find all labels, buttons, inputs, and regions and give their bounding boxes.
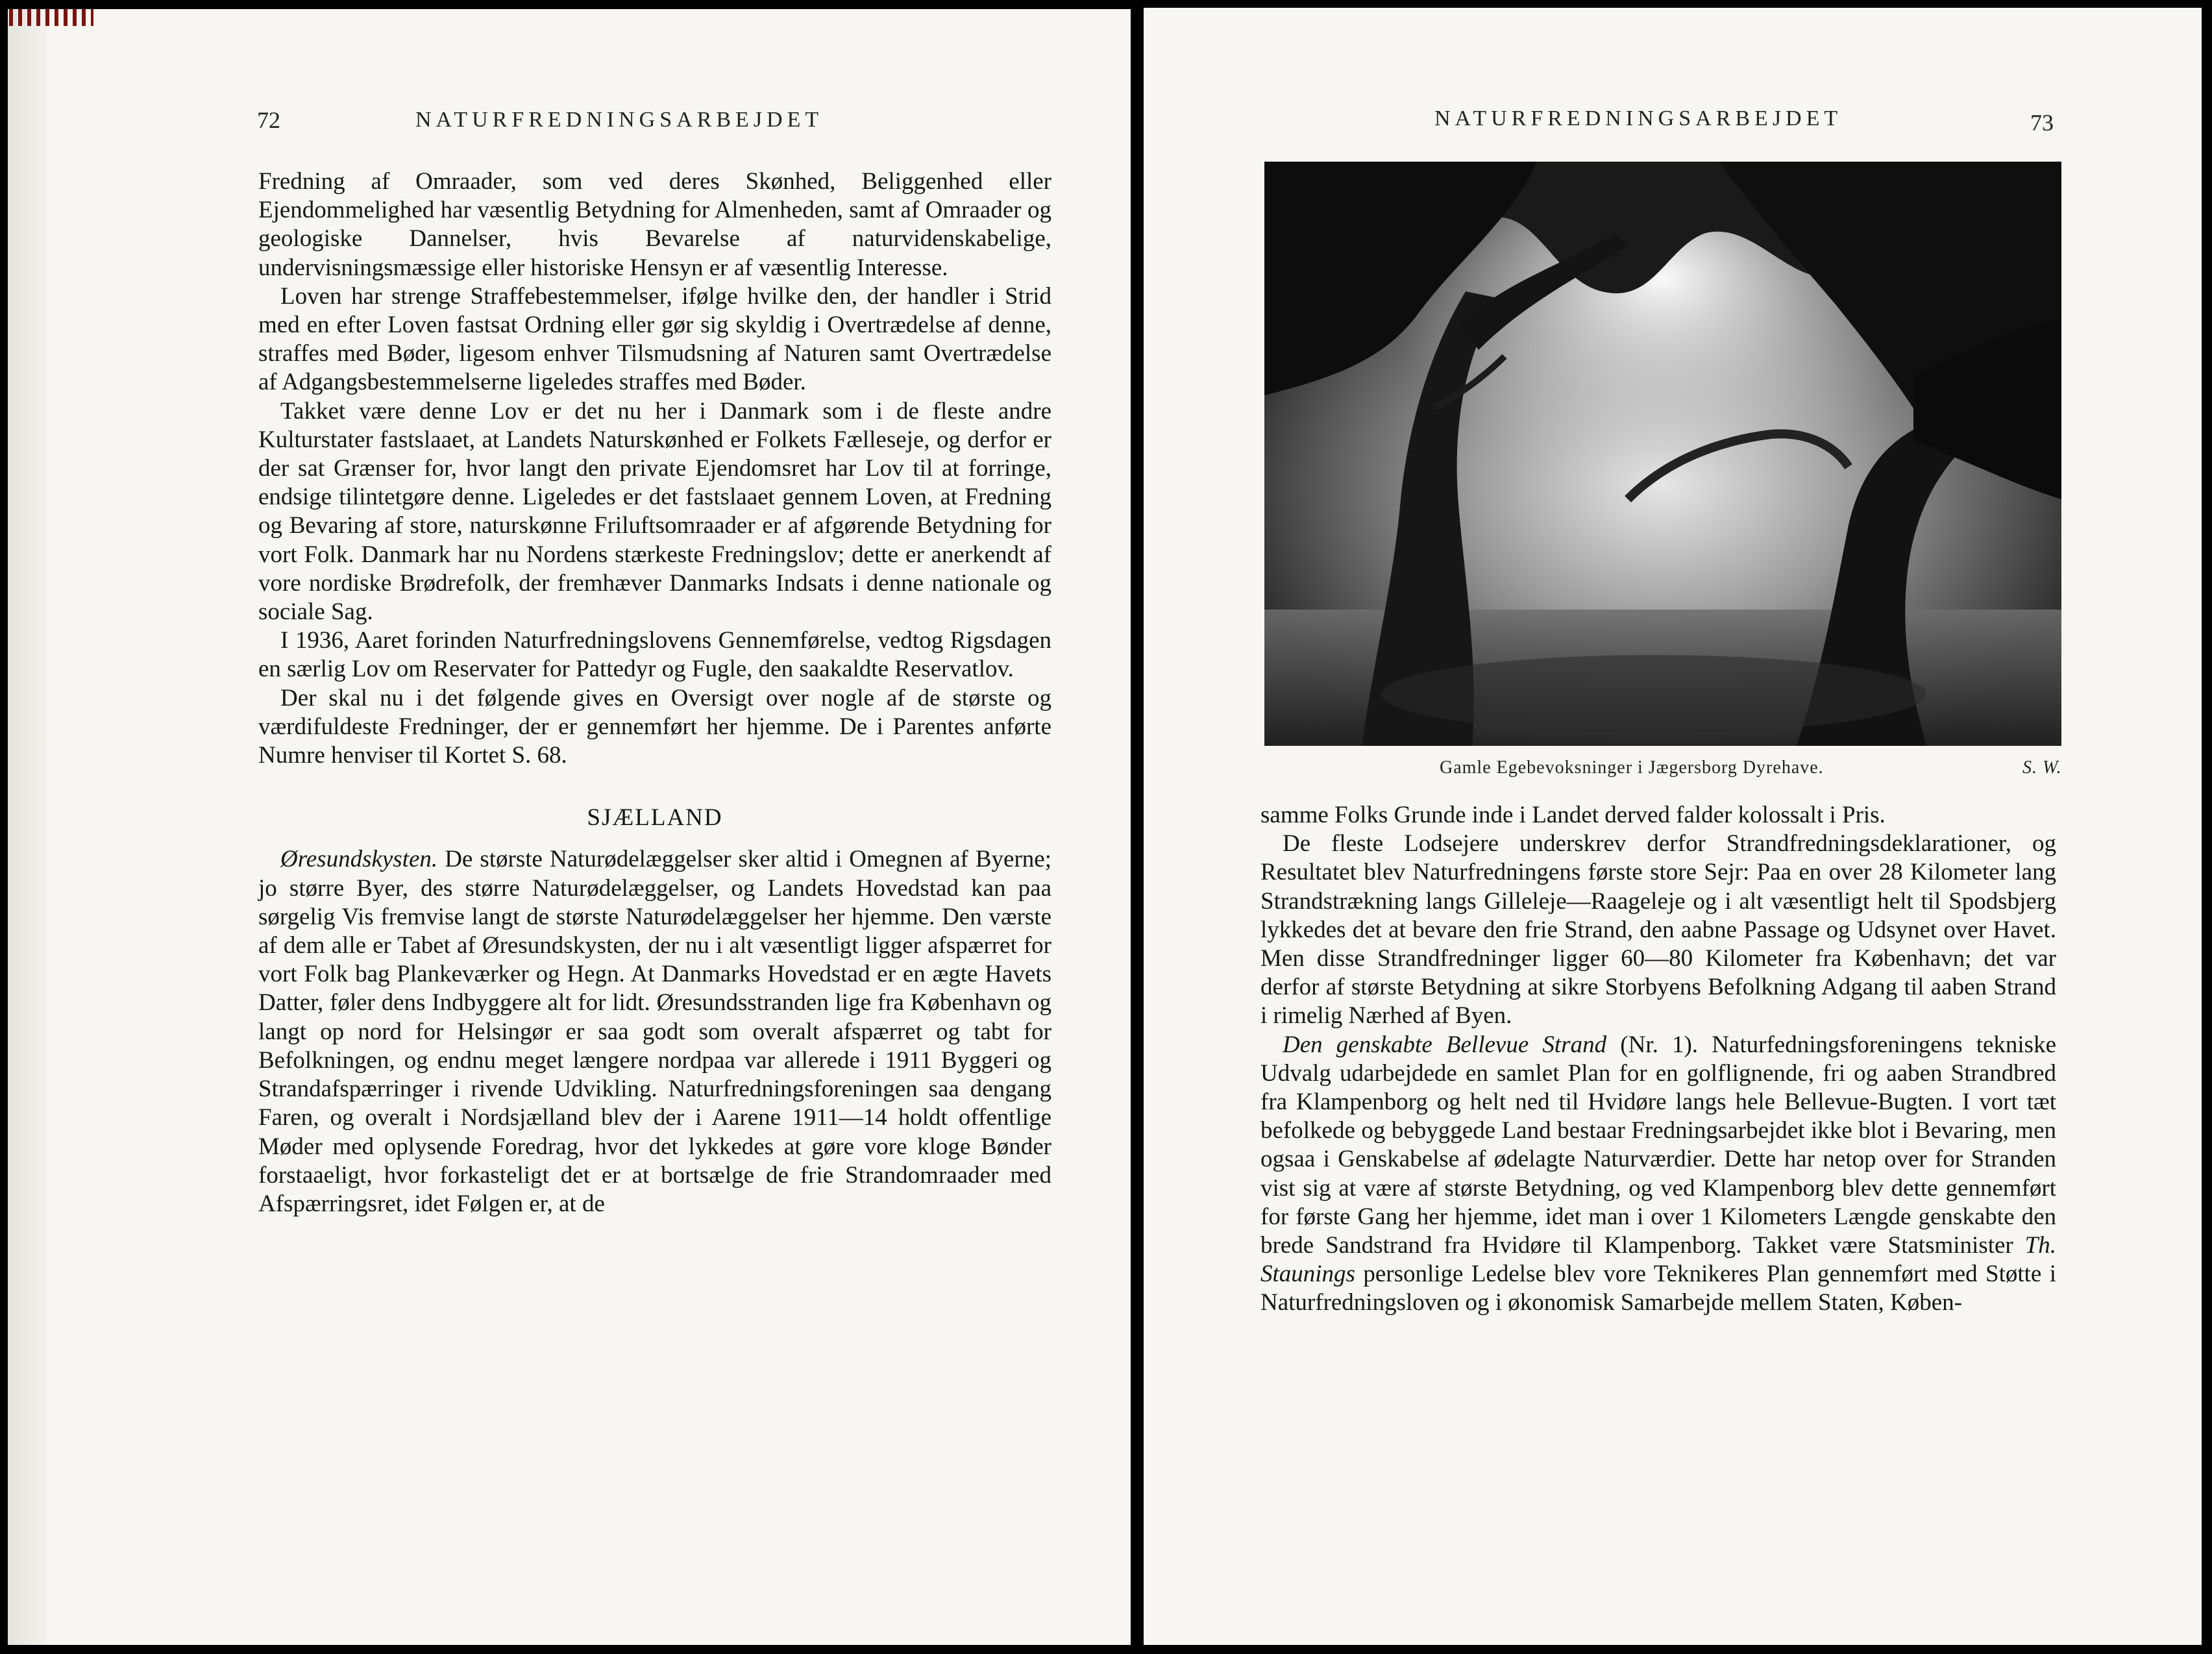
left-text-column	[258, 167, 1051, 1218]
paragraph-body: personlige Ledelse blev vore Teknikeres Plan gennemført med Støtte i Naturfredningsloven og i økonomisk Samarbejde mellem Staten, Køben-	[1260, 1261, 2056, 1316]
paragraph-lead-italic: Øresundskysten.	[280, 846, 438, 873]
paragraph: Takket være denne Lov er det nu her i Danmark som i de fleste andre Kulturstater fastslaaet, at Landets Naturskønhed er Folkets Fælleseje, og derfor er der sat Grænser for, hvor langt den private Ejendomsret har Lov til at forringe, endsige tilintetgøre denne. Ligeledes er det fastslaaet gennem Loven, at Fredning og Bevaring af store, naturskønne Friluftsomraader er af afgørende Betydning for vort Folk. Danmark har nu Nordens stærkeste Fredningslov; dette er anerkendt af vore nordiske Brødrefolk, der fremhæver Danmarks Indsats i denne nationale og sociale Sag.	[258, 397, 1051, 626]
running-head: NATURFREDNINGSARBEJDET	[415, 108, 824, 132]
paragraph-body: De største Naturødelæggelser sker altid i Omegnen af Byerne; jo større Byer, des større Naturødelæggelser, og Landets Hovedstad kan paa sørgelig Vis fremvise langt de største Naturødelæggelser her hjemme. Den værste af dem alle er Tabet af Øresundskysten, der nu i alt væsentligt ligger afspærret for vort Folk bag Plankeværker og Hegn. At Danmarks Hovedstad er en ægte Havets Datter, føler dens Indbyggere alt for lidt. Øresundsstranden lige fra København og langt op nord for Helsingør er saa godt som overalt afspærret og tabt for Befolkningen, og endnu meget længere nordpaa var allerede i 1911 Byggeri og Strandafspærringer i rivende Udvikling. Naturfredningsforeningen saa dengang Faren, og overalt i Nordsjælland blev der i Aarene 1911—14 holdt offentlige Møder med oplysende Foredrag, hvor det lykkedes at gøre vore kloge Bønder forstaaeligt, hvor forkasteligt det er at bortsælge de frie Strandomraader med Afspærringsret, idet Følgen er, at de	[258, 846, 1051, 1217]
page-edge-strip	[8, 9, 47, 1645]
left-page	[8, 9, 1131, 1645]
paragraph: I 1936, Aaret forinden Naturfredningslovens Gennemførelse, vedtog Rigsdagen en særlig Lov om Reservater for Pattedyr og Fugle, den saakaldte Reservatlov.	[258, 627, 1051, 683]
paragraph: samme Folks Grunde inde i Landet derved falder kolossalt i Pris.	[1260, 802, 1886, 828]
running-head: NATURFREDNINGSARBEJDET	[1434, 106, 1843, 130]
binding-mark	[9, 9, 93, 26]
paragraph-lead-italic: Den genskabte Bellevue Strand	[1283, 1031, 1607, 1058]
paragraph: Loven har strenge Straffebestemmelser, ifølge hvilke den, der handler i Strid med en efter Loven fastsat Ordning eller gør sig skyldig i Overtrædelse af denne, straffes med Bøder, ligesom enhver Tilsmudsning af Naturen samt Overtrædelse af Adgangsbestemmelserne ligeledes straffes med Bøder.	[258, 282, 1051, 396]
forest-photograph	[1264, 162, 2061, 746]
paragraph: Der skal nu i det følgende gives en Oversigt over nogle af de største og værdifuldeste Fredninger, der er gennemført her hjemme. De i Parentes anførte Numre henviser til Kortet S. 68.	[258, 684, 1051, 769]
paragraph: De fleste Lodsejere underskrev derfor Strandfredningsdeklarationer, og Resultatet blev Naturfredningens første store Sejr: Paa en over 28 Kilometer lang Strandstrækning langs Gilleleje—Raageleje og i alt væsentligt helt til Spodsbjerg lykkedes det at bevare den frie Strand, den aabne Passage og Udsynet over Havet. Men disse Strandfredninger ligger 60—80 Kilometer fra København; det var derfor af største Betydning at sikre Storbyens Befolkning Adgang til aaben Strand i rimelig Nærhed af Byen.	[1260, 830, 2056, 1030]
right-page	[1144, 8, 2202, 1645]
section-heading: SJÆLLAND	[587, 804, 723, 832]
paragraph-body: (Nr. 1). Naturfedningsforeningens tekniske Udvalg udarbejdede en samlet Plan for en golflignende, fri og aaben Strandbred fra Klampenborg og helt ned til Hvidøre langs hele Bellevue-Bugten. I vort tæt befolkede og bebyggede Land bestaar Fredningsarbejdet ikke blot i Bevaring, men ogsaa i Genskabelse af ødelagte Naturværdier. Dette har netop over for Stranden vist sig at være af største Betydning, og ved Klampenborg blev dette gennemført for første Gang her hjemme, idet man i over 1 Kilometers Længde genskabte den brede Sandstrand fra Hvidøre til Klampenborg. Takket være Statsminister	[1260, 1031, 2056, 1259]
paragraph: Fredning af Omraader, som ved deres Skønhed, Beliggenhed eller Ejendommelighed har væsentlig Betydning for Almenheden, samt af Omraader og geologiske Dannelser, hvis Bevarelse af naturvidenskabelige, undervisningsmæssige eller historiske Hensyn er af væsentlig Interesse.	[258, 168, 1051, 281]
page-number: 73	[2030, 110, 2054, 136]
photo-credit: S. W.	[2022, 758, 2062, 778]
paragraph	[258, 845, 1051, 1218]
person-name-italic: Th. Staunings	[1260, 1232, 2056, 1288]
page-number: 72	[257, 107, 280, 133]
paragraph	[1260, 1031, 2056, 1318]
right-text-column	[1260, 801, 2056, 1318]
photo-caption: Gamle Egebevoksninger i Jægersborg Dyrehave.	[1440, 758, 1824, 778]
